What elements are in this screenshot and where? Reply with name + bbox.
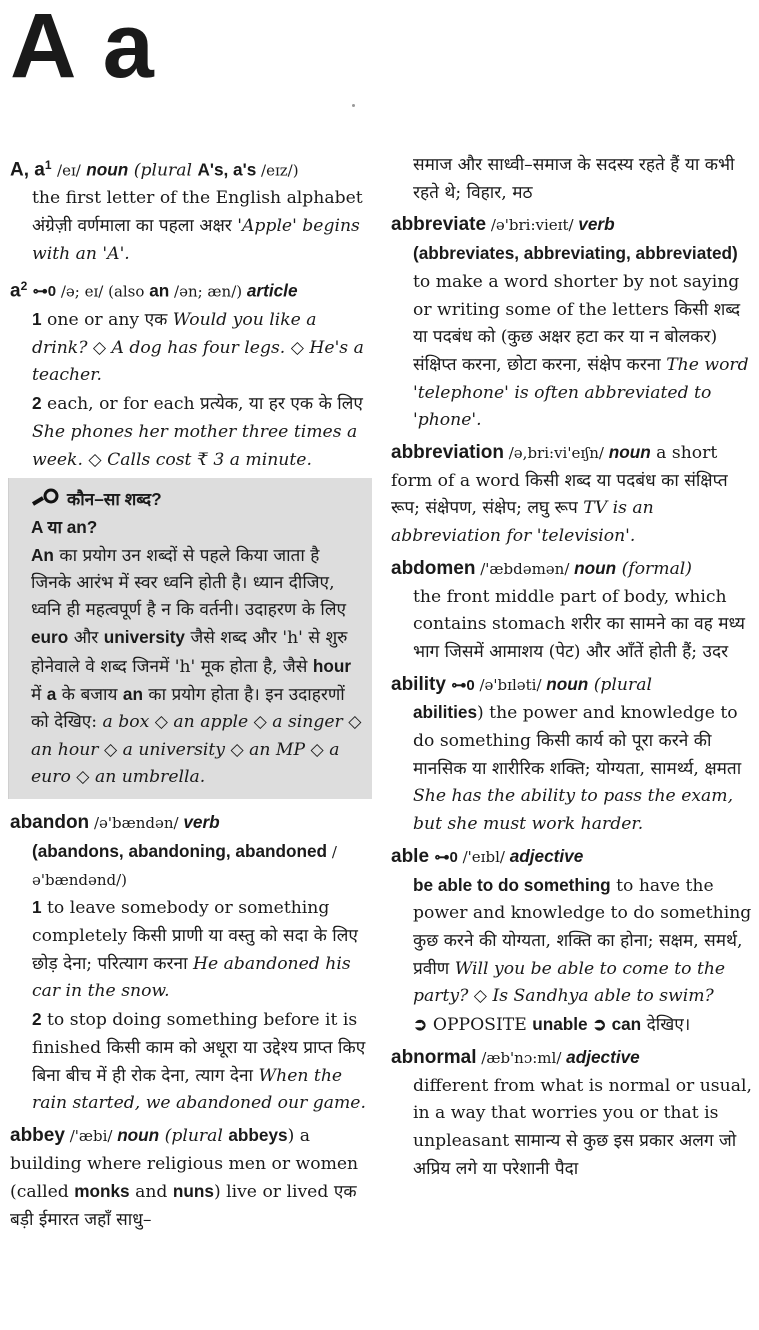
register-label: (formal) [616,558,693,579]
part-of-speech: article [246,280,298,301]
plural-form: A's, a's [197,159,257,180]
headword: abnormal [391,1046,477,1068]
cross-reference: ➲ OPPOSITE unable ➲ can देखिए। [413,1014,691,1036]
definition: a short form of a word किसी शब्द या पदबंध का संक्षिप्त रूप; संक्षेपण, संक्षेप; लघु रूप [391,443,728,519]
entry-abbey: abbey /'æbi/ noun (plural abbeys) a building where religious men or women (called monks and nuns) live or lived एक बड़ी ईमारत जहाँ साधु– [10,1125,359,1231]
pronunciation: /'æbi/ [64,1127,118,1145]
hindi-gloss: अंग्रेज़ी वर्णमाला का पहला अक्षर [32,216,238,237]
entry-abbreviate [391,211,753,435]
part-of-speech: verb [578,214,615,235]
part-of-speech: noun [546,673,589,694]
definition: to have the power and knowledge to do something कुछ करने की योग्यता, शक्ति का होना; सक्षम, समर्थ, प्रवीण [413,875,752,979]
sense-number: 1 [32,308,42,329]
note-body: An का प्रयोग उन शब्दों से पहले किया जाता है जिनके आरंभ में स्वर ध्वनि होती है। ध्यान दीजिए, ध्वनि ही महत्वपूर्ण है न कि वर्तनी। उदाहरण के लिए euro और university जैसे शब्द और 'h' से शुरु होनेवाले वे शब्द जिनमें 'h' मूक होता है, जैसे hour में a के बजाय an का प्रयोग होता है। इन उदाहरणों को देखिए: a box ◇ an apple ◇ a singer ◇ an hour ◇ a university ◇ an MP ◇ a euro ◇ an umbrella. [31,544,362,787]
example: Will you be able to come to the party? ◇ Is Sandhya able to swim? [413,958,726,1007]
plural-form: abilities [413,702,477,723]
plural-pronunciation: /eɪz/) [256,161,299,180]
sense-2 [32,390,372,474]
arrow-icon: ➲ [413,1014,428,1035]
left-column [10,152,372,1239]
sense-2: 2 to stop doing something before it is finished किसी काम को अधूरा या उद्देश्य प्राप्त किए बिना बीच में ही रोक देना, त्याग देना When the rain started, we abandoned our game. [32,1009,366,1114]
sense-1: 1 to leave somebody or something completely किसी प्राणी या वस्तु को सदा के लिए छोड़ देना; परित्याग करना He abandoned his car in the snow. [32,897,358,1002]
sense-number: 2 [32,393,42,414]
verb-forms: (abbreviates, abbreviating, abbreviated) [413,243,738,264]
example: 'Apple' begins with an 'A'. [32,216,360,264]
headword: abbreviation [391,442,504,464]
part-of-speech: adjective [566,1046,640,1067]
definition: to make a word shorter by not saying or writing some of the letters किसी शब्द या पदबंध को (कुछ अक्षर हटा कर या न बोलकर) संक्षिप्त करना, छोटा करना, संक्षेप करना [413,271,741,375]
pronunciation: /ə,bri:vi'eɪʃn/ [503,444,609,463]
forms-pronunciation: /ə'bændənd/) [32,842,337,889]
key-word-icon: ⊶0 [32,283,57,301]
right-column [391,152,753,1187]
entry-a1 [10,152,372,269]
homograph-number: 1 [44,158,52,172]
page-letter-header: A a [10,0,156,97]
note-title: कौन–सा शब्द? [31,486,362,514]
pronunciation: /ə'bɪləti/ [474,675,547,694]
headword: able [391,845,430,867]
magnifier-icon [31,487,67,514]
plural-label: (plural [133,160,198,181]
variant-pronunciation: /ən; æn/) [169,282,247,301]
entry-abnormal [391,1044,753,1184]
variant-form: an [149,280,170,301]
part-of-speech: noun [608,442,651,463]
continued-text: समाज और साध्वी–समाज के सदस्य रहते हैं या कभी रहते थे; विहार, मठ [413,155,735,203]
pronunciation: /ə'bændən/ [89,814,184,833]
definition: ) the power and knowledge to do something किसी कार्य को पूरा करने की मानसिक या शारीरिक शक्ति; योग्यता, सामर्थ्य, क्षमता [413,703,742,779]
key-word-icon: ⊶0 [434,848,458,866]
example: Would you like a drink? ◇ A dog has four legs. ◇ He's a teacher. [32,309,364,386]
sense-1 [32,306,372,390]
definition: different from what is normal or usual, in a way that worries you or that is unpleasant सामान्य से कुछ इस प्रकार अलग जो अप्रिय लगे या परेशानी पैदा [413,1075,752,1179]
part-of-speech: adjective [509,845,584,866]
entry-able [391,843,753,1040]
part-of-speech: noun [117,1125,160,1145]
headword: abandon [10,812,90,834]
key-word-icon: ⊶0 [451,676,475,694]
sense-text: one or any एक [41,309,173,330]
headword: a [10,280,21,302]
entry-a2 [10,273,372,475]
headword: A, a [10,159,45,181]
part-of-speech: verb [183,812,220,833]
note-examples: a box ◇ an apple ◇ a singer ◇ an hour ◇ a university ◇ an MP ◇ a euro ◇ an umbrella. [31,712,362,787]
phrase: be able to do something [413,874,611,895]
definition: the front middle part of body, which contains stomach शरीर का सामने का वह मध्य भाग जिसमें आमाशय (पेट) और आँतें होती हैं; उदर [413,586,745,662]
example: The word 'telephone' is often abbreviated to 'phone'. [413,354,749,431]
part-of-speech: noun [574,557,617,578]
sense-text: each, or for each प्रत्येक, या हर एक के लिए [41,394,363,415]
pronunciation: /ə; eɪ/ (also [56,282,150,301]
note-question: A या an? [31,517,98,538]
entry-abbreviation [391,439,753,551]
pronunciation: /'eɪbl/ [457,847,510,866]
plural-form: abbeys [228,1125,288,1145]
example: She has the ability to pass the exam, but she must work harder. [413,786,734,835]
pronunciation: /ə'bri:vieɪt/ [486,216,579,235]
example: She phones her mother three times a week. ◇ Calls cost ₹ 3 a minute. [32,421,358,470]
pronunciation: /eɪ/ [57,161,81,180]
entry-abdomen [391,555,753,667]
usage-note-box [8,478,372,799]
pronunciation: /æb'nɔ:ml/ [476,1048,567,1067]
homograph-number: 2 [20,278,28,293]
headword: abdomen [391,557,476,579]
example: TV is an abbreviation for 'television'. [391,498,654,547]
definition: the first letter of the English alphabet [32,188,363,209]
headword: abbey [10,1125,65,1146]
pronunciation: /'æbdəmən/ [475,559,575,578]
entry-abandon [10,809,372,1118]
entry-ability: ability ⊶0 /ə'bɪləti/ noun (plural abilities) the power and knowledge to do something किसी कार्य को पूरा करने की मानसिक या शारीरिक शक्ति; योग्यता, सामर्थ्य, क्षमता She has the ability to pass the exam, but she must work harder. [391,673,742,835]
headword: ability [391,673,446,695]
speck [352,104,355,107]
headword: abbreviate [391,214,487,236]
part-of-speech: noun [86,159,129,180]
arrow-icon: ➲ [587,1014,612,1035]
verb-forms: (abandons, abandoning, abandoned [32,840,328,861]
